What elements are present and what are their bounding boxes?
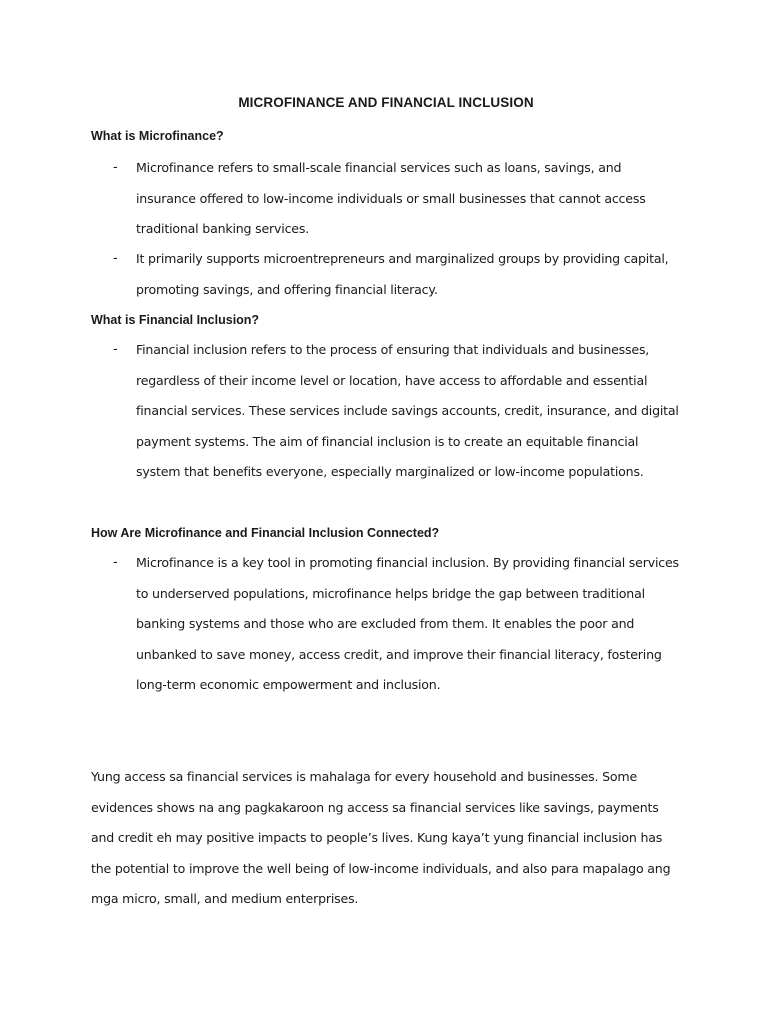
section-heading-connection: How Are Microfinance and Financial Inclusion Connected? <box>91 526 440 540</box>
document-title: MICROFINANCE AND FINANCIAL INCLUSION <box>238 95 534 110</box>
section-heading-financial-inclusion: What is Financial Inclusion? <box>91 313 260 327</box>
closing-paragraph: Yung access sa financial services is mahalaga for every household and businesses. Some evidences shows na ang pagkakaroon ng access sa financial services like savings, payments and credit eh may positive impacts to people’s lives. Kung kaya’t yung financial inclusion has the potential to improve the well being of low-income individuals, and also para mapalago ang mga micro, small, and medium enterprises. <box>91 769 671 906</box>
section-heading-microfinance: What is Microfinance? <box>91 129 224 143</box>
bullet-marker: - <box>113 160 118 175</box>
bullet-marker: - <box>113 251 118 266</box>
bullet-marker: - <box>113 342 118 357</box>
bullet-text: Microfinance refers to small-scale financial services such as loans, savings, and insurance offered to low-income individuals or small businesses that cannot access traditional banking services. <box>136 160 646 236</box>
bullet-text: Microfinance is a key tool in promoting financial inclusion. By providing financial services to underserved populations, microfinance helps bridge the gap between traditional banking systems and those who are excluded from them. It enables the poor and unbanked to save money, access credit, and improve their financial literacy, fostering long-term economic empowerment and inclusion. <box>136 555 679 692</box>
bullet-marker: - <box>113 555 118 570</box>
bullet-text: Financial inclusion refers to the process of ensuring that individuals and businesses, regardless of their income level or location, have access to affordable and essential financial services. These services include savings accounts, credit, insurance, and digital payment systems. The aim of financial inclusion is to create an equitable financial system that benefits everyone, especially marginalized or low-income populations. <box>136 342 679 479</box>
bullet-text: It primarily supports microentrepreneurs and marginalized groups by providing capital, promoting savings, and offering financial literacy. <box>136 251 669 297</box>
